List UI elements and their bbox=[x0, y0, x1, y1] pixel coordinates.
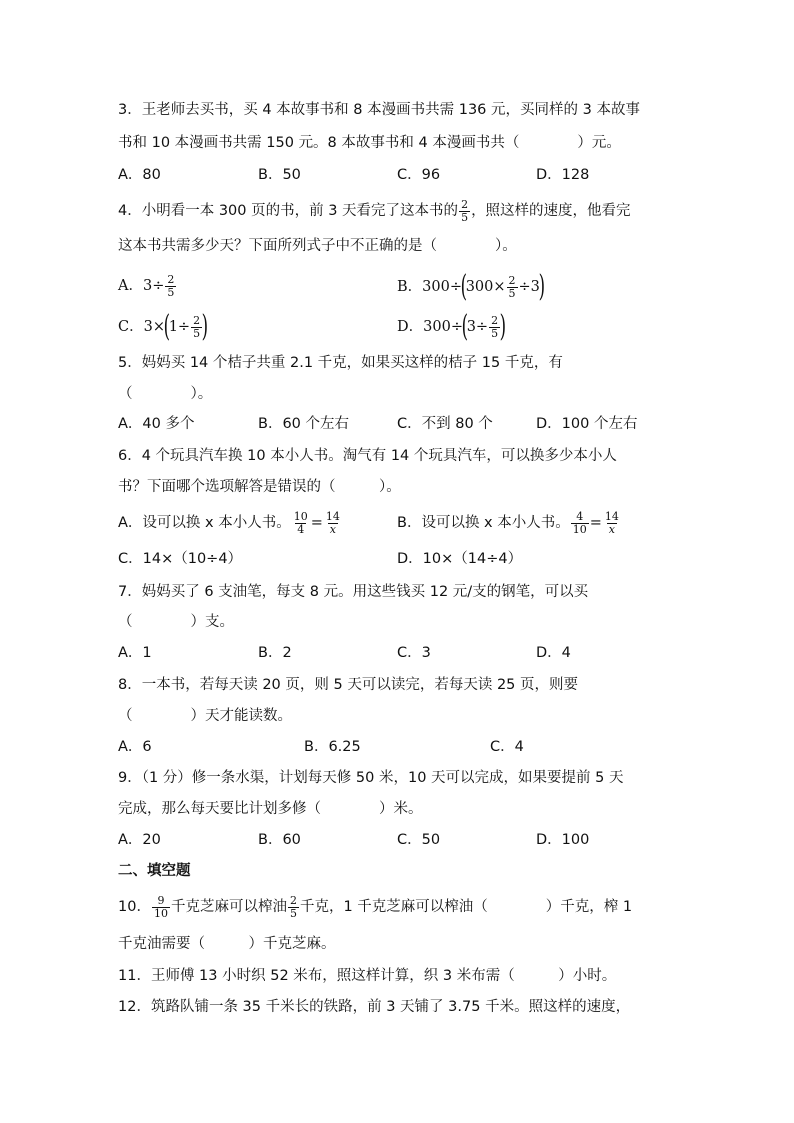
q9-option-b: B．60 bbox=[258, 832, 301, 848]
right-paren: ) bbox=[201, 309, 209, 344]
q8-option-a: A．6 bbox=[118, 739, 152, 755]
frac-den: 5 bbox=[461, 210, 469, 224]
frac-num: 10 bbox=[293, 509, 308, 523]
q4-line1 bbox=[118, 197, 631, 225]
q8-line2: （ ）天才能读数。 bbox=[118, 708, 292, 724]
q9-option-d: D．100 bbox=[536, 832, 590, 848]
q9-option-a: A．20 bbox=[118, 832, 161, 848]
q3-line2: 书和 10 本漫画书共需 150 元。8 本故事书和 4 本漫画书共（ ）元。 bbox=[118, 135, 621, 151]
fraction bbox=[191, 315, 202, 340]
frac-num: 2 bbox=[461, 197, 469, 211]
q5-option-b: B．60 个左右 bbox=[258, 416, 350, 432]
q6-line2: 书？下面哪个选项解答是错误的（ ）。 bbox=[118, 479, 401, 495]
q4-option-b bbox=[397, 269, 545, 304]
frac-den: 5 bbox=[508, 286, 516, 300]
section-heading: 二、填空题 bbox=[118, 863, 191, 879]
fraction bbox=[292, 511, 310, 536]
left-paren: ( bbox=[460, 269, 468, 304]
option-label: C． bbox=[118, 319, 144, 335]
q11-line1: 11．王师傅 13 小时织 52 米布，照这样计算，织 3 米布需（ ）小时。 bbox=[118, 968, 617, 984]
frac-num: 2 bbox=[167, 272, 175, 286]
option-text: A．设可以换 x 本小人书。 bbox=[118, 515, 291, 531]
option-text: B．设可以换 x 本小人书。 bbox=[397, 515, 570, 531]
q8-option-c: C．4 bbox=[490, 739, 524, 755]
expr: 1÷ bbox=[168, 319, 191, 335]
expr: 3÷ bbox=[466, 319, 489, 335]
frac-den: 10 bbox=[572, 522, 587, 536]
q6-option-b bbox=[397, 508, 622, 538]
option-label: B． bbox=[397, 279, 423, 295]
frac-num: 4 bbox=[576, 509, 584, 523]
q4-option-c bbox=[118, 309, 209, 344]
frac-den: 5 bbox=[167, 285, 175, 299]
q7-line1: 7．妈妈买了 6 支油笔，每支 8 元。用这些钱买 12 元/支的钢笔，可以买 bbox=[118, 584, 589, 600]
q10-line1 bbox=[118, 892, 632, 922]
q10-line2: 千克油需要（ ）千克芝麻。 bbox=[118, 936, 336, 952]
frac-num: 2 bbox=[289, 893, 297, 907]
frac-num: 2 bbox=[491, 313, 499, 327]
q4-option-a bbox=[118, 272, 177, 300]
q7-option-a: A．1 bbox=[118, 645, 152, 661]
q8-line1: 8．一本书，若每天读 20 页，则 5 天可以读完，若每天读 25 页，则要 bbox=[118, 677, 579, 693]
q6-option-d: D．10×（14÷4） bbox=[397, 551, 523, 567]
q9-line1: 9．（1 分）修一条水渠，计划每天修 50 米，10 天可以完成，如果要提前 5 天 bbox=[118, 770, 624, 786]
q5-option-d: D．100 个左右 bbox=[536, 416, 638, 432]
q3-option-c: C．96 bbox=[397, 167, 441, 183]
q7-option-d: D．4 bbox=[536, 645, 571, 661]
text: 千克，1 千克芝麻可以榨油（ ）千克，榨 1 bbox=[299, 899, 633, 915]
q6-option-c: C．14×（10÷4） bbox=[118, 551, 243, 567]
q6-option-a bbox=[118, 508, 343, 538]
expr: 300÷ bbox=[422, 279, 462, 295]
question-number: 10． bbox=[118, 899, 151, 915]
right-paren: ) bbox=[499, 309, 507, 344]
q3-option-d: D．128 bbox=[536, 167, 590, 183]
q5-line1: 5．妈妈买 14 个桔子共重 2.1 千克，如果买这样的桔子 15 千克，有 bbox=[118, 355, 563, 371]
equals-sign: = bbox=[589, 515, 602, 531]
fraction bbox=[152, 895, 170, 920]
expr: ÷3 bbox=[518, 279, 540, 295]
right-paren: ) bbox=[538, 269, 545, 304]
left-paren: ( bbox=[461, 309, 469, 344]
option-label: D． bbox=[397, 319, 424, 335]
frac-num: 9 bbox=[157, 893, 165, 907]
equals-sign: = bbox=[310, 515, 323, 531]
frac-den: 5 bbox=[289, 906, 297, 920]
expr: 300× bbox=[465, 279, 506, 295]
frac-den: x bbox=[608, 522, 616, 536]
fraction bbox=[603, 511, 621, 536]
fraction bbox=[489, 315, 500, 340]
fraction bbox=[288, 895, 299, 920]
q3-line1: 3．王老师去买书，买 4 本故事书和 8 本漫画书共需 136 元，买同样的 3 本故事 bbox=[118, 102, 640, 118]
fraction bbox=[165, 274, 176, 299]
fraction bbox=[571, 511, 589, 536]
q9-option-c: C．50 bbox=[397, 832, 441, 848]
frac-den: 10 bbox=[153, 906, 168, 920]
frac-den: 4 bbox=[297, 522, 305, 536]
text: 千克芝麻可以榨油 bbox=[170, 899, 287, 915]
q6-line1: 6．4 个玩具汽车换 10 本小人书。淘气有 14 个玩具汽车，可以换多少本小人 bbox=[118, 448, 617, 464]
q3-option-a: A．80 bbox=[118, 167, 161, 183]
frac-num: 2 bbox=[193, 313, 201, 327]
left-paren: ( bbox=[163, 309, 171, 344]
q4-line1-text-b: ，照这样的速度，他看完 bbox=[471, 203, 631, 219]
q5-line2: （ ）。 bbox=[118, 386, 213, 402]
q7-option-b: B．2 bbox=[258, 645, 292, 661]
q7-option-c: C．3 bbox=[397, 645, 431, 661]
frac-den: 5 bbox=[193, 326, 201, 340]
q12-line1: 12．筑路队铺一条 35 千米长的铁路，前 3 天铺了 3.75 千米。照这样的速度， bbox=[118, 999, 631, 1015]
q9-line2: 完成，那么每天要比计划多修（ ）米。 bbox=[118, 801, 423, 817]
expr: 3÷ bbox=[142, 278, 165, 294]
expr: 300÷ bbox=[423, 319, 463, 335]
frac-num: 14 bbox=[325, 509, 340, 523]
option-label: A． bbox=[118, 278, 143, 294]
q5-option-a: A．40 多个 bbox=[118, 416, 195, 432]
q7-line2: （ ）支。 bbox=[118, 614, 234, 630]
q4-option-d bbox=[397, 309, 507, 344]
q4-line2: 这本书共需多少天？下面所列式子中不正确的是（ ）。 bbox=[118, 238, 517, 254]
frac-den: 5 bbox=[491, 326, 499, 340]
q8-option-b: B．6.25 bbox=[304, 739, 361, 755]
frac-num: 14 bbox=[604, 509, 619, 523]
q5-option-c: C．不到 80 个 bbox=[397, 416, 493, 432]
q4-fraction bbox=[459, 199, 470, 224]
fraction bbox=[324, 511, 342, 536]
q4-line1-text-a: 4．小明看一本 300 页的书，前 3 天看完了这本书的 bbox=[118, 203, 459, 219]
frac-num: 2 bbox=[508, 273, 516, 287]
expr: 3× bbox=[143, 319, 165, 335]
fraction bbox=[507, 275, 518, 300]
frac-den: x bbox=[329, 522, 336, 536]
q3-option-b: B．50 bbox=[258, 167, 301, 183]
